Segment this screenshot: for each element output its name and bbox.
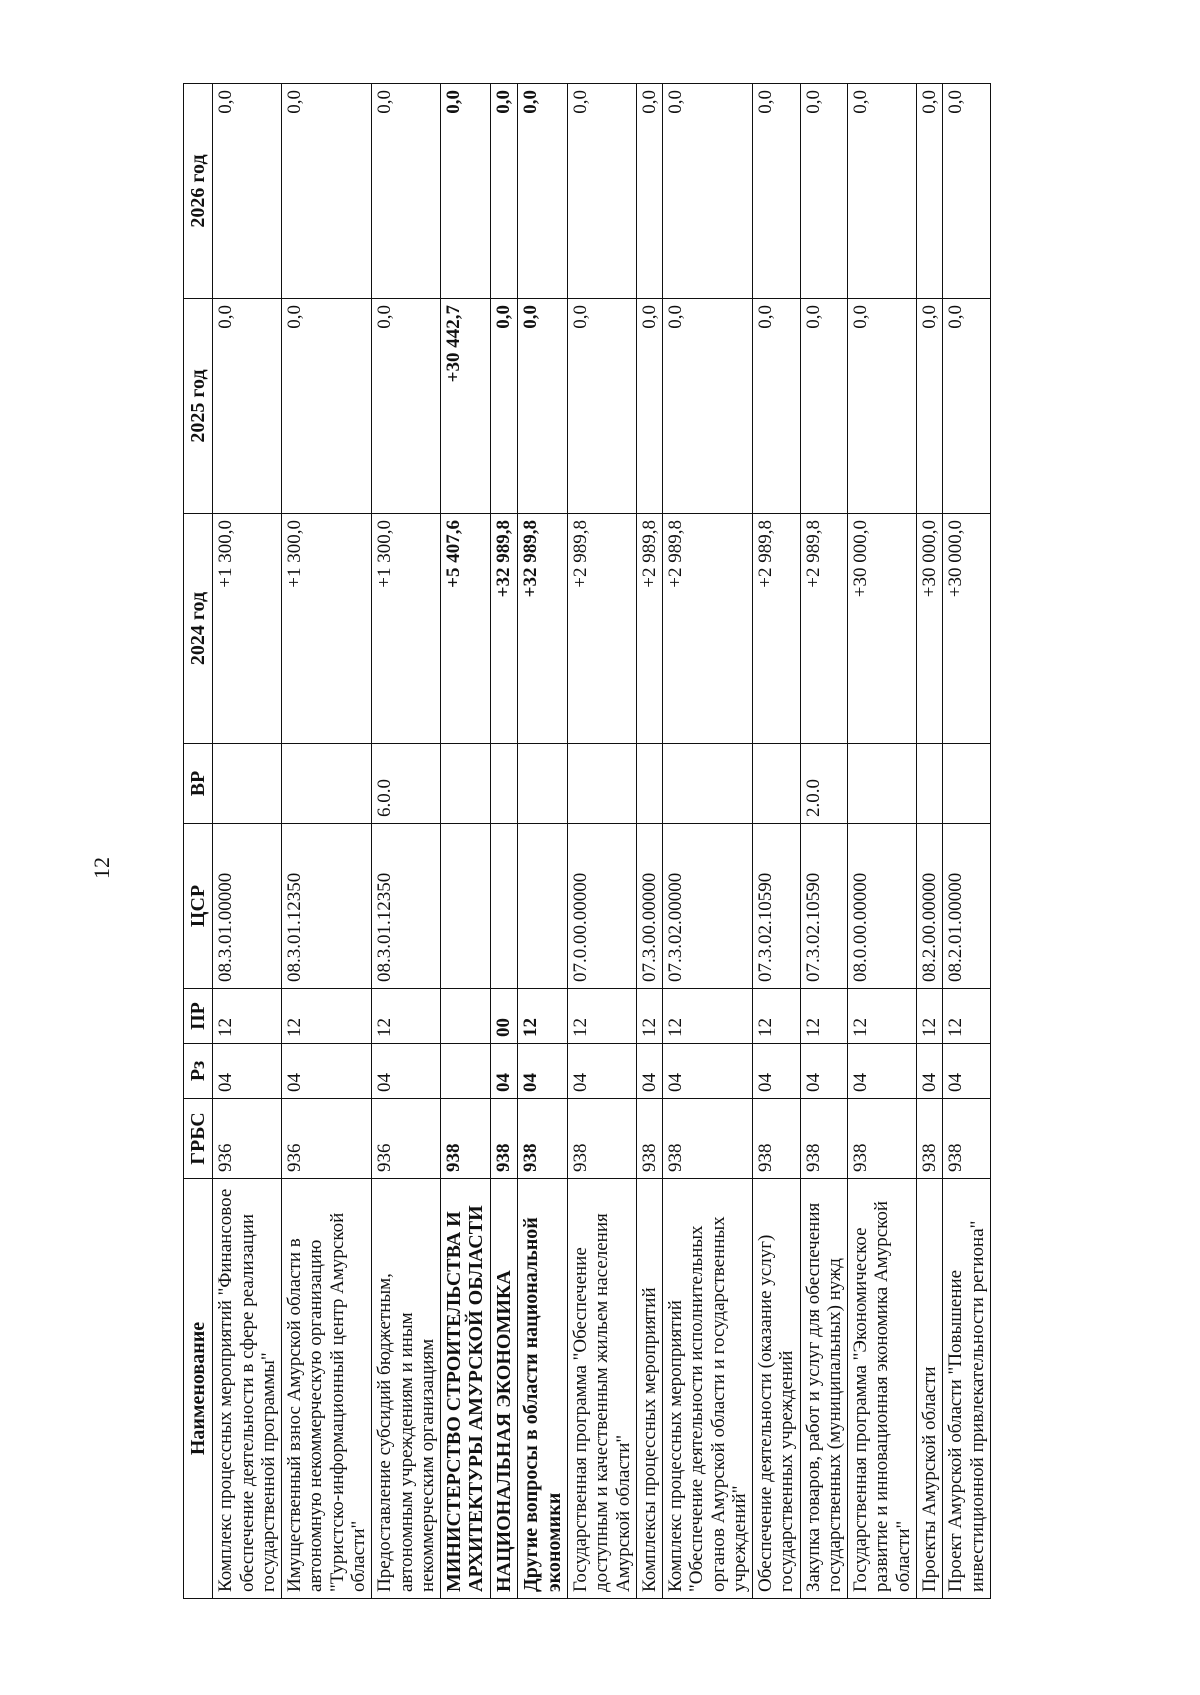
row-pr: 12 bbox=[800, 989, 848, 1044]
row-csr: 08.2.01.00000 bbox=[943, 824, 991, 989]
table-row bbox=[636, 84, 662, 1599]
row-2026: 0,0 bbox=[372, 84, 441, 299]
row-2025: 0,0 bbox=[636, 299, 662, 514]
row-grbs: 938 bbox=[943, 1099, 991, 1179]
row-csr bbox=[518, 824, 568, 989]
row-2026: 0,0 bbox=[943, 84, 991, 299]
row-grbs: 938 bbox=[848, 1099, 917, 1179]
row-vr bbox=[753, 744, 801, 824]
row-grbs: 938 bbox=[518, 1099, 568, 1179]
table-row bbox=[518, 84, 568, 1599]
row-pr: 00 bbox=[490, 989, 517, 1044]
row-pr: 12 bbox=[916, 989, 942, 1044]
row-2025: +30 442,7 bbox=[441, 299, 491, 514]
row-2025: 0,0 bbox=[848, 299, 917, 514]
row-vr: 2.0.0 bbox=[800, 744, 848, 824]
row-2024: +32 989,8 bbox=[490, 514, 517, 744]
row-rz: 04 bbox=[800, 1044, 848, 1099]
table-header-row bbox=[184, 84, 213, 1599]
row-grbs: 938 bbox=[753, 1099, 801, 1179]
row-2026: 0,0 bbox=[441, 84, 491, 299]
row-vr bbox=[636, 744, 662, 824]
table-row bbox=[663, 84, 753, 1599]
row-vr bbox=[848, 744, 917, 824]
row-2024: +30 000,0 bbox=[943, 514, 991, 744]
row-vr bbox=[568, 744, 637, 824]
row-name: МИНИСТЕРСТВО СТРОИТЕЛЬСТВА И АРХИТЕКТУРЫ АМУРСКОЙ ОБЛАСТИ bbox=[441, 1179, 491, 1599]
row-2026: 0,0 bbox=[663, 84, 753, 299]
header-csr: ЦСР bbox=[184, 824, 213, 989]
row-2025: 0,0 bbox=[800, 299, 848, 514]
row-grbs: 938 bbox=[568, 1099, 637, 1179]
row-2026: 0,0 bbox=[636, 84, 662, 299]
row-csr: 08.3.01.12350 bbox=[372, 824, 441, 989]
row-grbs: 938 bbox=[663, 1099, 753, 1179]
row-pr: 12 bbox=[663, 989, 753, 1044]
row-pr: 12 bbox=[282, 989, 372, 1044]
row-2024: +1 300,0 bbox=[282, 514, 372, 744]
row-rz: 04 bbox=[490, 1044, 517, 1099]
row-grbs: 938 bbox=[441, 1099, 491, 1179]
row-2026: 0,0 bbox=[753, 84, 801, 299]
header-2024: 2024 год bbox=[184, 514, 213, 744]
row-pr: 12 bbox=[372, 989, 441, 1044]
row-rz: 04 bbox=[282, 1044, 372, 1099]
row-name: Предоставление субсидий бюджетным, автономным учреждениям и иным некоммерческим организациям bbox=[372, 1179, 441, 1599]
row-vr bbox=[916, 744, 942, 824]
table-row bbox=[916, 84, 942, 1599]
row-pr: 12 bbox=[213, 989, 282, 1044]
row-grbs: 936 bbox=[213, 1099, 282, 1179]
row-grbs: 938 bbox=[636, 1099, 662, 1179]
table-row bbox=[213, 84, 282, 1599]
row-2024: +30 000,0 bbox=[916, 514, 942, 744]
row-2024: +1 300,0 bbox=[213, 514, 282, 744]
budget-table bbox=[183, 83, 991, 1599]
row-csr bbox=[441, 824, 491, 989]
row-2024: +2 989,8 bbox=[663, 514, 753, 744]
row-2025: 0,0 bbox=[490, 299, 517, 514]
row-csr: 07.3.02.00000 bbox=[663, 824, 753, 989]
row-grbs: 938 bbox=[800, 1099, 848, 1179]
row-name: Обеспечение деятельности (оказание услуг) государственных учреждений bbox=[753, 1179, 801, 1599]
row-vr bbox=[490, 744, 517, 824]
table-row bbox=[848, 84, 917, 1599]
row-rz: 04 bbox=[372, 1044, 441, 1099]
row-rz: 04 bbox=[916, 1044, 942, 1099]
row-rz bbox=[441, 1044, 491, 1099]
row-vr bbox=[518, 744, 568, 824]
header-rz: Рз bbox=[184, 1044, 213, 1099]
row-name: Комплексы процессных мероприятий bbox=[636, 1179, 662, 1599]
row-csr: 08.0.00.00000 bbox=[848, 824, 917, 989]
row-rz: 04 bbox=[943, 1044, 991, 1099]
row-pr: 12 bbox=[636, 989, 662, 1044]
row-pr: 12 bbox=[568, 989, 637, 1044]
header-2025: 2025 год bbox=[184, 299, 213, 514]
row-name: Имущественный взнос Амурской области в автономную некоммерческую организацию "Туристско-информационный центр Амурской области" bbox=[282, 1179, 372, 1599]
row-2024: +2 989,8 bbox=[636, 514, 662, 744]
row-rz: 04 bbox=[636, 1044, 662, 1099]
header-grbs: ГРБС bbox=[184, 1099, 213, 1179]
row-2025: 0,0 bbox=[568, 299, 637, 514]
row-vr bbox=[213, 744, 282, 824]
row-vr: 6.0.0 bbox=[372, 744, 441, 824]
row-2025: 0,0 bbox=[943, 299, 991, 514]
row-2026: 0,0 bbox=[213, 84, 282, 299]
header-2026: 2026 год bbox=[184, 84, 213, 299]
table-row bbox=[568, 84, 637, 1599]
row-pr: 12 bbox=[848, 989, 917, 1044]
row-2026: 0,0 bbox=[518, 84, 568, 299]
row-grbs: 936 bbox=[282, 1099, 372, 1179]
row-csr: 08.2.00.00000 bbox=[916, 824, 942, 989]
row-2024: +2 989,8 bbox=[753, 514, 801, 744]
row-name: Проект Амурской области "Повышение инвестиционной привлекательности региона" bbox=[943, 1179, 991, 1599]
row-2026: 0,0 bbox=[800, 84, 848, 299]
row-name: Комплекс процессных мероприятий "Финансовое обеспечение деятельности в сфере реализации государственной программы" bbox=[213, 1179, 282, 1599]
rotated-table-container bbox=[183, 84, 1095, 1599]
row-2026: 0,0 bbox=[916, 84, 942, 299]
row-name: Государственная программа "Экономическое развитие и инновационная экономика Амурской области" bbox=[848, 1179, 917, 1599]
row-csr: 07.3.02.10590 bbox=[753, 824, 801, 989]
row-2026: 0,0 bbox=[490, 84, 517, 299]
row-rz: 04 bbox=[753, 1044, 801, 1099]
row-pr: 12 bbox=[518, 989, 568, 1044]
row-vr bbox=[282, 744, 372, 824]
row-rz: 04 bbox=[213, 1044, 282, 1099]
row-grbs: 938 bbox=[490, 1099, 517, 1179]
table-body bbox=[213, 84, 990, 1599]
row-pr: 12 bbox=[943, 989, 991, 1044]
row-csr: 08.3.01.00000 bbox=[213, 824, 282, 989]
row-csr: 07.0.00.00000 bbox=[568, 824, 637, 989]
row-2026: 0,0 bbox=[282, 84, 372, 299]
table-row bbox=[490, 84, 517, 1599]
row-rz: 04 bbox=[518, 1044, 568, 1099]
row-name: Другие вопросы в области национальной экономики bbox=[518, 1179, 568, 1599]
table-row bbox=[372, 84, 441, 1599]
row-2025: 0,0 bbox=[372, 299, 441, 514]
row-rz: 04 bbox=[663, 1044, 753, 1099]
row-2024: +32 989,8 bbox=[518, 514, 568, 744]
header-vr: ВР bbox=[184, 744, 213, 824]
row-2024: +30 000,0 bbox=[848, 514, 917, 744]
row-csr bbox=[490, 824, 517, 989]
table-row bbox=[441, 84, 491, 1599]
row-csr: 07.3.02.10590 bbox=[800, 824, 848, 989]
row-grbs: 936 bbox=[372, 1099, 441, 1179]
row-rz: 04 bbox=[568, 1044, 637, 1099]
row-2025: 0,0 bbox=[663, 299, 753, 514]
table-row bbox=[800, 84, 848, 1599]
row-2026: 0,0 bbox=[568, 84, 637, 299]
row-csr: 07.3.00.00000 bbox=[636, 824, 662, 989]
row-2026: 0,0 bbox=[848, 84, 917, 299]
header-name: Наименование bbox=[184, 1179, 213, 1599]
row-2024: +5 407,6 bbox=[441, 514, 491, 744]
row-vr bbox=[663, 744, 753, 824]
row-2025: 0,0 bbox=[518, 299, 568, 514]
row-name: НАЦИОНАЛЬНАЯ ЭКОНОМИКА bbox=[490, 1179, 517, 1599]
row-vr bbox=[441, 744, 491, 824]
table-row bbox=[282, 84, 372, 1599]
row-rz: 04 bbox=[848, 1044, 917, 1099]
row-name: Проекты Амурской области bbox=[916, 1179, 942, 1599]
row-pr: 12 bbox=[753, 989, 801, 1044]
row-grbs: 938 bbox=[916, 1099, 942, 1179]
row-2025: 0,0 bbox=[916, 299, 942, 514]
header-pr: ПР bbox=[184, 989, 213, 1044]
row-pr bbox=[441, 989, 491, 1044]
table-row bbox=[753, 84, 801, 1599]
row-vr bbox=[943, 744, 991, 824]
page-number: 12 bbox=[89, 857, 114, 879]
row-2024: +1 300,0 bbox=[372, 514, 441, 744]
row-2024: +2 989,8 bbox=[800, 514, 848, 744]
row-2025: 0,0 bbox=[282, 299, 372, 514]
row-name: Закупка товаров, работ и услуг для обеспечения государственных (муниципальных) нужд bbox=[800, 1179, 848, 1599]
row-name: Государственная программа "Обеспечение доступным и качественным жильем населения Амурской области" bbox=[568, 1179, 637, 1599]
row-2025: 0,0 bbox=[753, 299, 801, 514]
row-2025: 0,0 bbox=[213, 299, 282, 514]
row-name: Комплекс процессных мероприятий "Обеспечение деятельности исполнительных органов Амурской области и государственных учреждений" bbox=[663, 1179, 753, 1599]
table-row bbox=[943, 84, 991, 1599]
row-csr: 08.3.01.12350 bbox=[282, 824, 372, 989]
row-2024: +2 989,8 bbox=[568, 514, 637, 744]
